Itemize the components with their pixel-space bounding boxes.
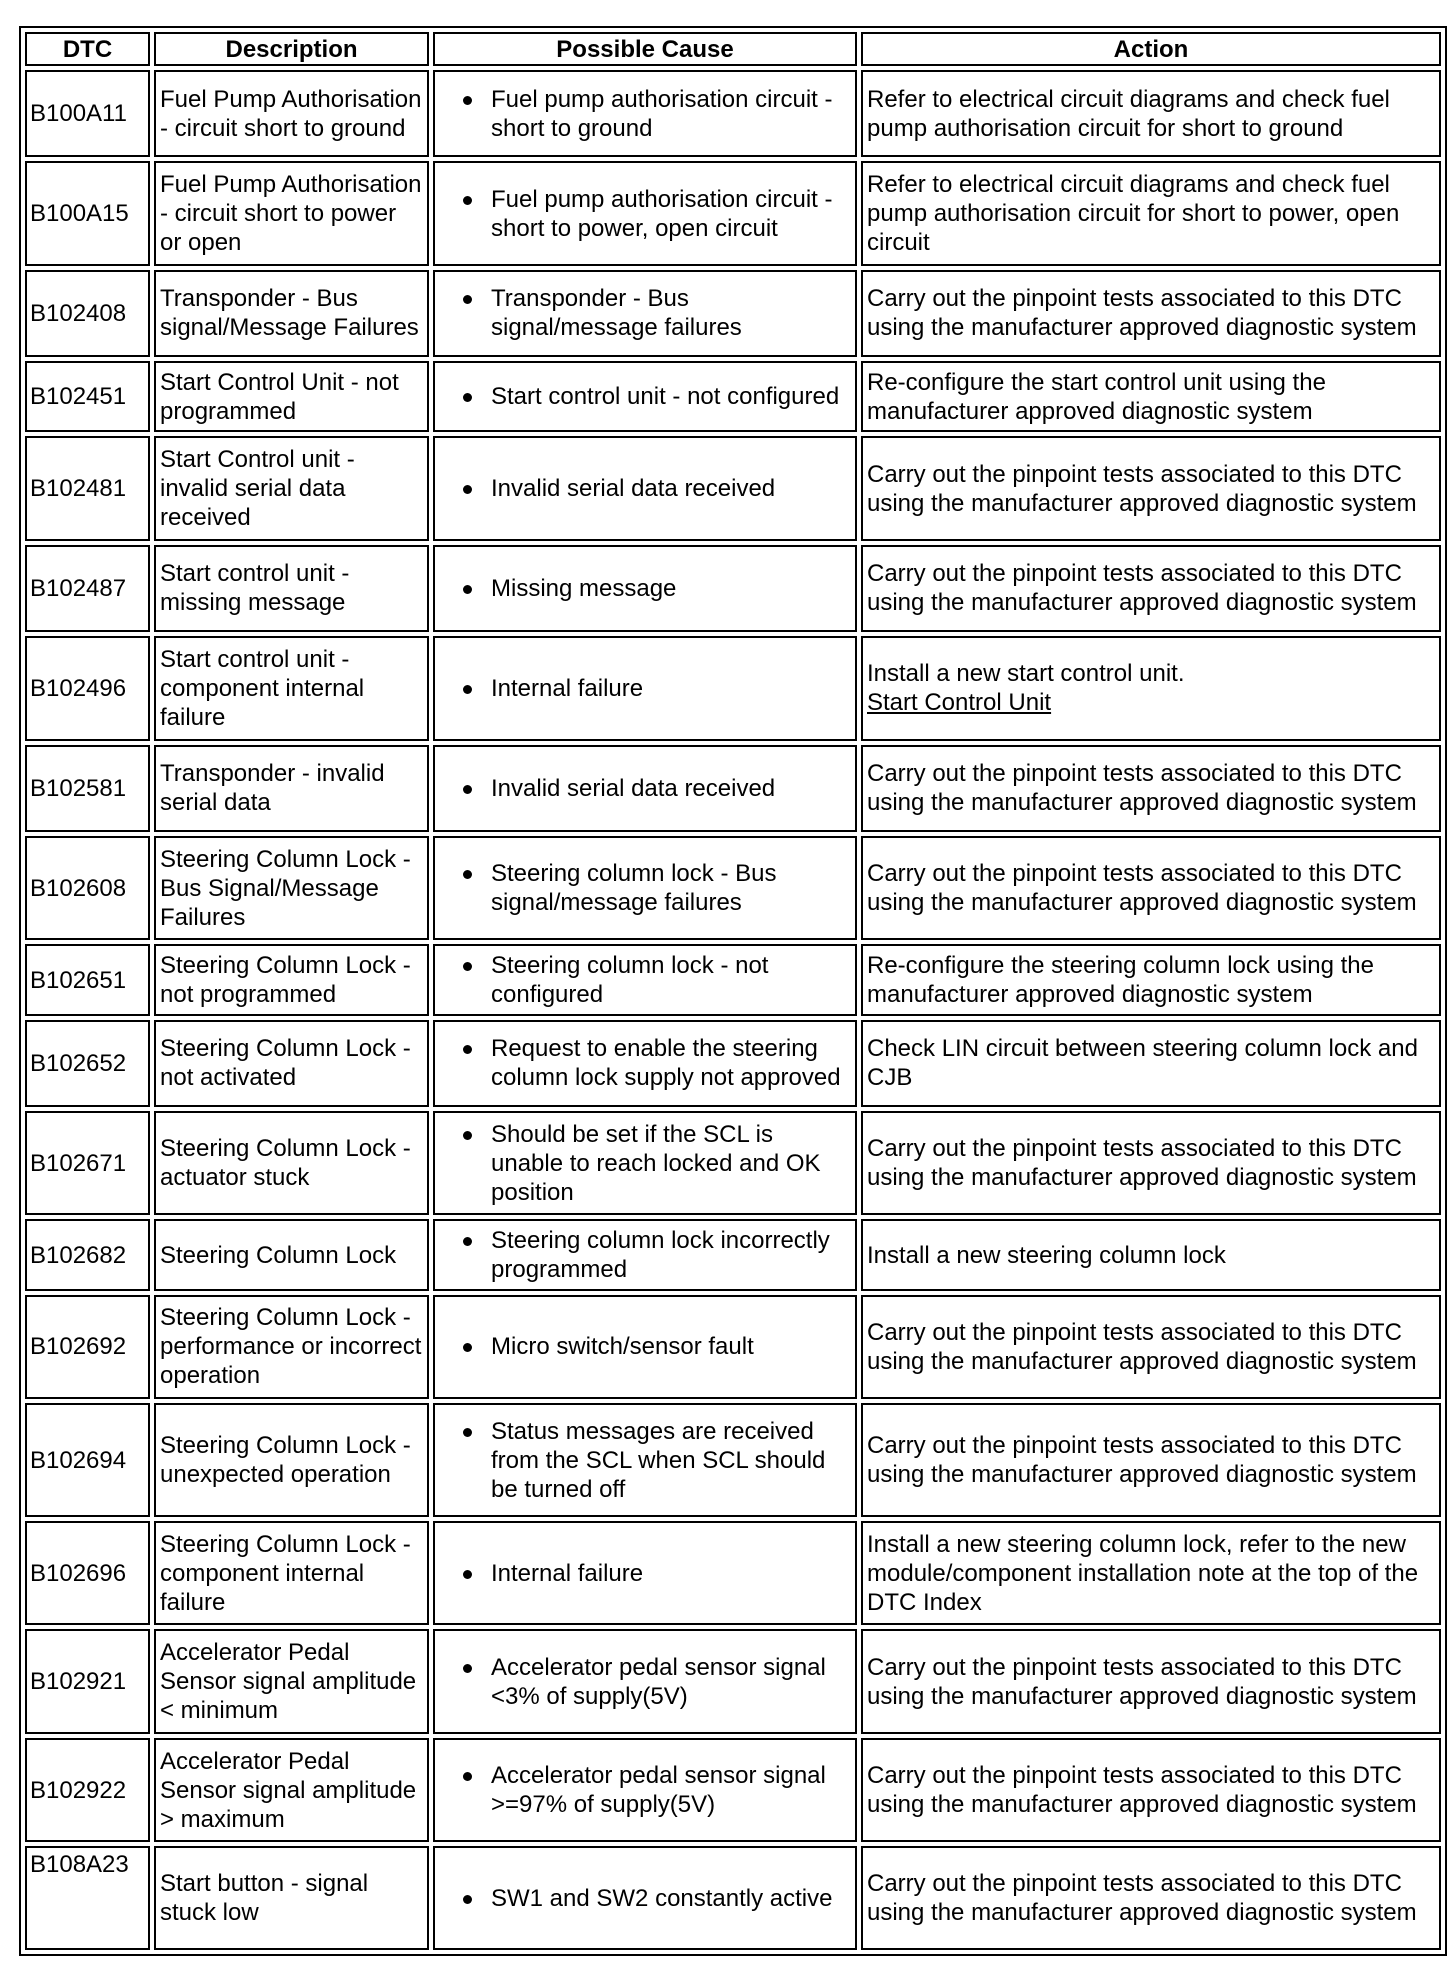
table-row — [25, 436, 1441, 541]
action-text: Refer to electrical circuit diagrams and check fuel pump authorisation circuit for short to power, open circuit — [867, 171, 1400, 257]
cause-list-item: Missing message — [457, 574, 851, 603]
cause-list — [457, 85, 851, 143]
dtc-description: Steering Column Lock - not activated — [154, 1020, 429, 1107]
dtc-description: Start button - signal stuck low — [154, 1846, 429, 1950]
dtc-code: B102694 — [25, 1403, 150, 1517]
cause-list — [457, 1332, 851, 1361]
dtc-possible-cause — [433, 270, 857, 357]
dtc-description: Transponder - Bus signal/Message Failures — [154, 270, 429, 357]
dtc-action — [861, 361, 1441, 432]
table-row — [25, 1020, 1441, 1107]
dtc-description: Steering Column Lock - actuator stuck — [154, 1111, 429, 1216]
table-row — [25, 1403, 1441, 1517]
dtc-action — [861, 270, 1441, 357]
dtc-action — [861, 636, 1441, 741]
cause-list — [457, 859, 851, 917]
dtc-code: B102696 — [25, 1521, 150, 1626]
dtc-description: Start Control unit - invalid serial data received — [154, 436, 429, 541]
header-action: Action — [861, 32, 1441, 66]
cause-list-item: Steering column lock - Bus signal/message failures — [457, 859, 851, 917]
action-text: Re-configure the steering column lock using the manufacturer approved diagnostic system — [867, 952, 1374, 1009]
dtc-table — [19, 26, 1447, 1956]
dtc-action — [861, 1295, 1441, 1400]
dtc-code: B102481 — [25, 436, 150, 541]
header-dtc: DTC — [25, 32, 150, 66]
cause-list — [457, 1034, 851, 1092]
table-row — [25, 1219, 1441, 1290]
dtc-possible-cause — [433, 636, 857, 741]
action-text: Carry out the pinpoint tests associated to this DTC using the manufacturer approved diagnostic system — [867, 460, 1417, 517]
table-row — [25, 1111, 1441, 1216]
dtc-possible-cause — [433, 745, 857, 832]
cause-list — [457, 1653, 851, 1711]
dtc-possible-cause — [433, 1521, 857, 1626]
action-text: Carry out the pinpoint tests associated to this DTC using the manufacturer approved diagnostic system — [867, 760, 1417, 817]
dtc-code: B102652 — [25, 1020, 150, 1107]
dtc-description: Steering Column Lock - unexpected operation — [154, 1403, 429, 1517]
action-text: Install a new steering column lock, refer to the new module/component installation note at the top of the DTC Index — [867, 1530, 1419, 1616]
dtc-possible-cause — [433, 1111, 857, 1216]
header-description: Description — [154, 32, 429, 66]
dtc-code: B102451 — [25, 361, 150, 432]
action-text: Check LIN circuit between steering column lock and CJB — [867, 1035, 1418, 1092]
dtc-code: B102408 — [25, 270, 150, 357]
action-text: Carry out the pinpoint tests associated to this DTC using the manufacturer approved diagnostic system — [867, 285, 1417, 342]
table-row — [25, 70, 1441, 157]
table-row — [25, 1738, 1441, 1843]
cause-list-item: Fuel pump authorisation circuit - short to ground — [457, 85, 851, 143]
dtc-action — [861, 436, 1441, 541]
dtc-description: Fuel Pump Authorisation - circuit short to power or open — [154, 161, 429, 266]
cause-list-item: Fuel pump authorisation circuit - short to power, open circuit — [457, 185, 851, 243]
table-row — [25, 1846, 1441, 1950]
dtc-action — [861, 545, 1441, 632]
dtc-code: B102651 — [25, 944, 150, 1015]
cause-list-item: SW1 and SW2 constantly active — [457, 1884, 851, 1913]
dtc-code: B100A11 — [25, 70, 150, 157]
cause-list-item: Invalid serial data received — [457, 474, 851, 503]
cause-list — [457, 1884, 851, 1913]
action-text: Carry out the pinpoint tests associated to this DTC using the manufacturer approved diagnostic system — [867, 860, 1417, 917]
cause-list-item: Should be set if the SCL is unable to reach locked and OK position — [457, 1120, 851, 1207]
table-row — [25, 1295, 1441, 1400]
cause-list — [457, 284, 851, 342]
cause-list-item: Transponder - Bus signal/message failures — [457, 284, 851, 342]
dtc-possible-cause — [433, 1846, 857, 1950]
dtc-description: Start Control Unit - not programmed — [154, 361, 429, 432]
cause-list-item: Internal failure — [457, 1559, 851, 1588]
dtc-description: Transponder - invalid serial data — [154, 745, 429, 832]
cause-list-item: Steering column lock incorrectly programmed — [457, 1226, 851, 1284]
cause-list-item: Request to enable the steering column lock supply not approved — [457, 1034, 851, 1092]
dtc-possible-cause — [433, 1219, 857, 1290]
action-text: Carry out the pinpoint tests associated to this DTC using the manufacturer approved diagnostic system — [867, 1653, 1417, 1710]
dtc-action — [861, 1403, 1441, 1517]
cause-list — [457, 185, 851, 243]
dtc-description: Steering Column Lock - Bus Signal/Message Failures — [154, 836, 429, 941]
dtc-possible-cause — [433, 436, 857, 541]
action-link[interactable]: Start Control Unit — [867, 689, 1052, 717]
cause-list — [457, 774, 851, 803]
table-row — [25, 1521, 1441, 1626]
cause-list-item: Accelerator pedal sensor signal >=97% of supply(5V) — [457, 1761, 851, 1819]
table-row — [25, 270, 1441, 357]
dtc-description: Steering Column Lock — [154, 1219, 429, 1290]
cause-list — [457, 1761, 851, 1819]
dtc-description: Accelerator Pedal Sensor signal amplitude > maximum — [154, 1738, 429, 1843]
dtc-possible-cause — [433, 1020, 857, 1107]
dtc-description: Start control unit - missing message — [154, 545, 429, 632]
dtc-code: B102608 — [25, 836, 150, 941]
cause-list-item: Accelerator pedal sensor signal <3% of supply(5V) — [457, 1653, 851, 1711]
dtc-possible-cause — [433, 1738, 857, 1843]
cause-list-item: Status messages are received from the SCL when SCL should be turned off — [457, 1417, 851, 1504]
dtc-action — [861, 836, 1441, 941]
table-row — [25, 836, 1441, 941]
table-row — [25, 745, 1441, 832]
table-row — [25, 361, 1441, 432]
header-row — [25, 32, 1441, 66]
table-row — [25, 636, 1441, 741]
dtc-possible-cause — [433, 944, 857, 1015]
cause-list — [457, 474, 851, 503]
action-text: Install a new steering column lock — [867, 1241, 1226, 1269]
dtc-action — [861, 1846, 1441, 1950]
dtc-code: B102682 — [25, 1219, 150, 1290]
action-text: Carry out the pinpoint tests associated to this DTC using the manufacturer approved diagnostic system — [867, 1762, 1417, 1819]
dtc-code: B102581 — [25, 745, 150, 832]
cause-list — [457, 1417, 851, 1504]
action-text: Refer to electrical circuit diagrams and check fuel pump authorisation circuit for short to ground — [867, 85, 1390, 142]
dtc-code: B102496 — [25, 636, 150, 741]
dtc-action — [861, 1020, 1441, 1107]
dtc-description: Steering Column Lock - performance or incorrect operation — [154, 1295, 429, 1400]
cause-list-item: Micro switch/sensor fault — [457, 1332, 851, 1361]
table-row — [25, 161, 1441, 266]
table-row — [25, 1629, 1441, 1734]
dtc-description: Start control unit - component internal failure — [154, 636, 429, 741]
dtc-description: Fuel Pump Authorisation - circuit short to ground — [154, 70, 429, 157]
cause-list — [457, 1120, 851, 1207]
dtc-action — [861, 1111, 1441, 1216]
dtc-code: B102487 — [25, 545, 150, 632]
dtc-possible-cause — [433, 361, 857, 432]
dtc-action — [861, 1629, 1441, 1734]
dtc-description: Steering Column Lock - component internal failure — [154, 1521, 429, 1626]
dtc-description: Steering Column Lock - not programmed — [154, 944, 429, 1015]
dtc-action — [861, 161, 1441, 266]
dtc-possible-cause — [433, 836, 857, 941]
cause-list — [457, 574, 851, 603]
dtc-action — [861, 944, 1441, 1015]
dtc-code: B102671 — [25, 1111, 150, 1216]
dtc-possible-cause — [433, 1629, 857, 1734]
dtc-code: B102692 — [25, 1295, 150, 1400]
cause-list — [457, 951, 851, 1009]
dtc-action — [861, 70, 1441, 157]
cause-list-item: Steering column lock - not configured — [457, 951, 851, 1009]
header-possible-cause: Possible Cause — [433, 32, 857, 66]
action-text: Re-configure the start control unit using the manufacturer approved diagnostic system — [867, 368, 1326, 425]
dtc-possible-cause — [433, 1403, 857, 1517]
action-text: Carry out the pinpoint tests associated to this DTC using the manufacturer approved diagnostic system — [867, 1135, 1417, 1192]
dtc-action — [861, 1521, 1441, 1626]
dtc-code: B102922 — [25, 1738, 150, 1843]
dtc-possible-cause — [433, 545, 857, 632]
cause-list — [457, 1559, 851, 1588]
dtc-description: Accelerator Pedal Sensor signal amplitude < minimum — [154, 1629, 429, 1734]
cause-list-item: Start control unit - not configured — [457, 382, 851, 411]
table-row — [25, 545, 1441, 632]
action-text: Carry out the pinpoint tests associated to this DTC using the manufacturer approved diagnostic system — [867, 1432, 1417, 1489]
action-text: Carry out the pinpoint tests associated to this DTC using the manufacturer approved diagnostic system — [867, 560, 1417, 617]
dtc-code: B100A15 — [25, 161, 150, 266]
cause-list — [457, 1226, 851, 1284]
cause-list-item: Internal failure — [457, 674, 851, 703]
dtc-action — [861, 745, 1441, 832]
cause-list-item: Invalid serial data received — [457, 774, 851, 803]
dtc-action — [861, 1738, 1441, 1843]
dtc-action — [861, 1219, 1441, 1290]
dtc-code: B108A23 — [25, 1846, 150, 1950]
action-text: Install a new start control unit. — [867, 660, 1185, 688]
dtc-possible-cause — [433, 1295, 857, 1400]
dtc-possible-cause — [433, 161, 857, 266]
dtc-code: B102921 — [25, 1629, 150, 1734]
dtc-possible-cause — [433, 70, 857, 157]
action-text: Carry out the pinpoint tests associated to this DTC using the manufacturer approved diagnostic system — [867, 1318, 1417, 1375]
cause-list — [457, 382, 851, 411]
action-text: Carry out the pinpoint tests associated to this DTC using the manufacturer approved diagnostic system — [867, 1870, 1417, 1927]
cause-list — [457, 674, 851, 703]
table-row — [25, 944, 1441, 1015]
